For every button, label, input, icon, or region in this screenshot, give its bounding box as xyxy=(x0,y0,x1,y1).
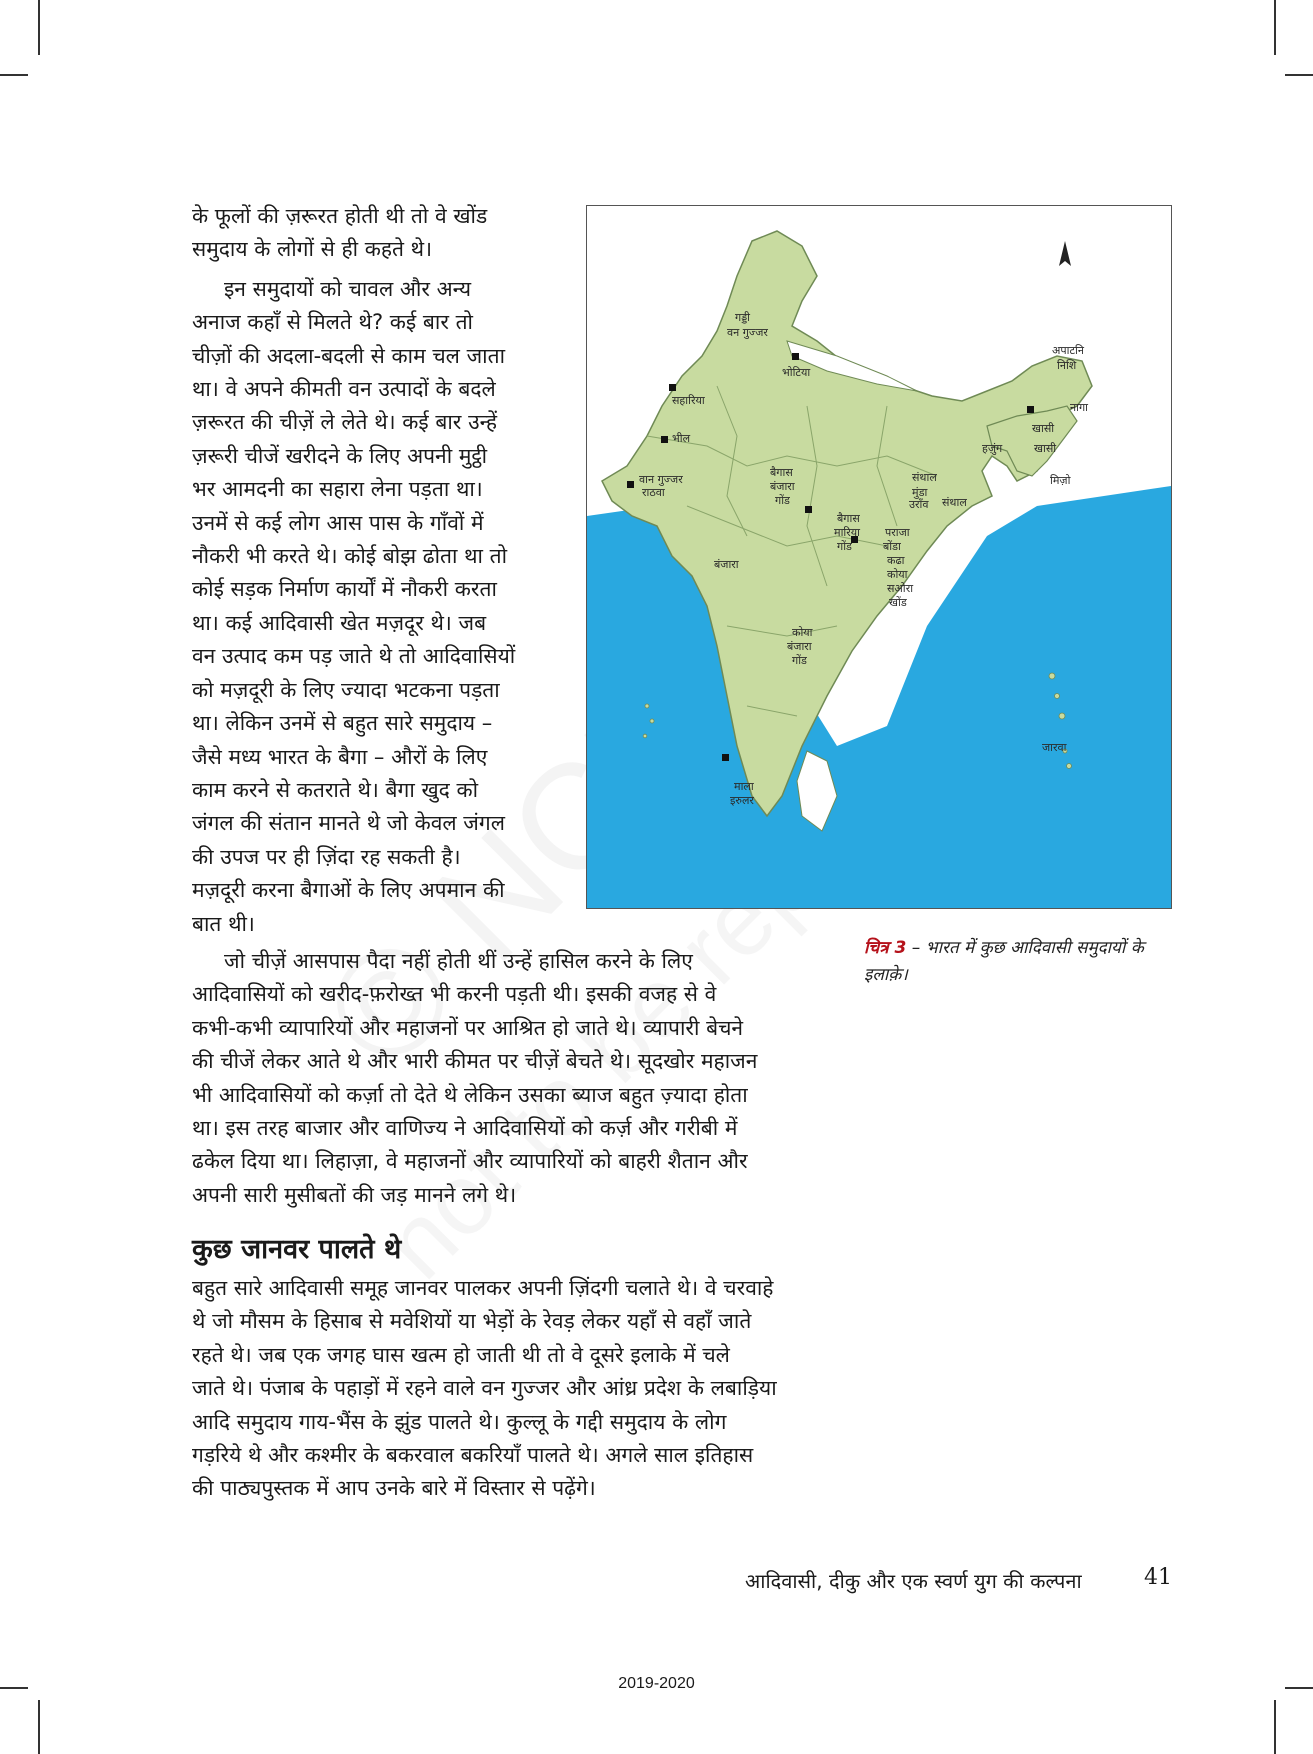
crop-mark xyxy=(38,0,40,55)
crop-mark xyxy=(1285,74,1313,76)
text-line: की चीजें लेकर आते थे और भारी कीमत पर चीज़ें बेचते थे। सूदखोर महाजन xyxy=(192,1049,758,1074)
map-label: माला xyxy=(734,780,754,793)
map-label: राठवा xyxy=(642,486,665,499)
text-line: जो चीज़ें आसपास पैदा नहीं होती थीं उन्हें हासिल करने के लिए xyxy=(224,949,693,973)
text-line: बहुत सारे आदिवासी समूह जानवर पालकर अपनी ज़िंदगी चलाते थे। वे चरवाहे xyxy=(192,1276,774,1300)
text-line: की उपज पर ही ज़िंदा रह सकती है। xyxy=(192,844,461,869)
text-line: वन उत्पाद कम पड़ जाते थे तो आदिवासियों xyxy=(192,644,516,669)
text-line: इन समुदायों को चावल और अन्य xyxy=(224,276,472,301)
map-label: भील xyxy=(672,432,691,445)
text-line: था। वे अपने कीमती वन उत्पादों के बदले xyxy=(192,377,496,402)
india-map-svg xyxy=(587,206,1171,908)
text-line: भी आदिवासियों को कर्ज़ा तो देते थे लेकिन उसका ब्याज बहुत ज़्यादा होता xyxy=(192,1082,748,1107)
text-line: नौकरी भी करते थे। कोई बोझ ढोता था तो xyxy=(192,544,508,569)
text-line: जाते थे। पंजाब के पहाड़ों में रहने वाले वन गुज्जर और आंध्र प्रदेश के लबाड़िया xyxy=(192,1376,777,1401)
map-label: खोंड xyxy=(889,596,907,609)
text-line: भर आमदनी का सहारा लेना पड़ता था। xyxy=(192,477,483,502)
map-label: बंजारा xyxy=(770,480,795,493)
page-number: 41 xyxy=(1144,1565,1172,1590)
text-line: काम करने से कतराते थे। बैगा खुद को xyxy=(192,777,479,802)
text-line: कोई सड़क निर्माण कार्यों में नौकरी करता xyxy=(192,577,497,602)
text-line: ढकेल दिया था। लिहाज़ा, वे महाजनों और व्यापारियों को बाहरी शैतान और xyxy=(192,1149,748,1174)
text-line: अनाज कहाँ से मिलते थे? कई बार तो xyxy=(192,310,473,335)
edition-year: 2019-2020 xyxy=(618,1675,695,1692)
section-heading: कुछ जानवर पालते थे xyxy=(192,1234,402,1265)
map-label: कोया xyxy=(887,568,908,581)
crop-mark xyxy=(1274,0,1276,55)
text-line: बात थी। xyxy=(192,911,255,936)
map-label: गोंड xyxy=(837,540,852,553)
map-label: हज़ुंग xyxy=(982,442,1003,455)
text-line: गड़रिये थे और कश्मीर के बकरवाल बकरियाँ पालते थे। अगले साल इतिहास xyxy=(192,1443,754,1468)
map-label: बोंडा xyxy=(883,540,901,553)
map-label: संथाल xyxy=(912,471,937,484)
text-line: समुदाय के लोगों से ही कहते थे। xyxy=(192,237,433,262)
map-label: खासी xyxy=(1034,442,1057,455)
text-line: को मज़दूरी के लिए ज्यादा भटकना पड़ता xyxy=(192,677,500,702)
map-label: भोटिया xyxy=(782,366,811,379)
text-line: के फूलों की ज़रूरत होती थी तो वे खोंड xyxy=(192,204,488,228)
text-line: मज़दूरी करना बैगाओं के लिए अपमान की xyxy=(192,878,505,903)
figure-caption xyxy=(864,935,1144,989)
map-label: अपाटनि xyxy=(1052,344,1084,357)
crop-mark xyxy=(38,1700,40,1754)
map-label: उराँव xyxy=(909,498,929,511)
map-label: निशि xyxy=(1057,359,1077,372)
map-label: बैगास xyxy=(837,512,860,525)
left-column-text xyxy=(192,200,548,941)
text-line: कभी-कभी व्यापारियों और महाजनों पर आश्रित हो जाते थे। व्यापारी बेचने xyxy=(192,1015,744,1040)
running-footer-title: आदिवासी, दीकु और एक स्वर्ण युग की कल्पना xyxy=(745,1569,1082,1593)
figure-label: चित्र 3 xyxy=(864,938,907,958)
map-label: पराजा xyxy=(885,526,910,539)
map-label: बैगास xyxy=(770,466,793,479)
section-paragraph xyxy=(192,1272,826,1506)
text-line: था। लेकिन उनमें से बहुत सारे समुदाय – xyxy=(192,711,493,736)
map-label: सओरा xyxy=(887,582,914,595)
text-line: आदि समुदाय गाय-भैंस के झुंड पालते थे। कुल्लू के गद्दी समुदाय के लोग xyxy=(192,1409,727,1434)
text-line: जैसे मध्य भारत के बैगा – औरों के लिए xyxy=(192,744,488,769)
text-line: जंगल की संतान मानते थे जो केवल जंगल xyxy=(192,811,505,836)
map-label: वन गुज्जर xyxy=(727,326,768,339)
tribal-regions-map xyxy=(586,205,1172,909)
text-line: रहते थे। जब एक जगह घास खत्म हो जाती थी तो वे दूसरे इलाके में चले xyxy=(192,1342,730,1367)
map-label: गोंड xyxy=(792,654,807,667)
map-label: गोंड xyxy=(775,494,790,507)
map-label: मुंडा xyxy=(912,486,928,499)
map-label: इरुलर xyxy=(730,794,754,807)
map-label: कढा xyxy=(887,554,905,567)
text-line: अपनी सारी मुसीबतों की जड़ मानने लगे थे। xyxy=(192,1182,517,1207)
map-label: सहारिया xyxy=(672,394,705,407)
text-line: ज़रूरत की चीज़ें ले लेते थे। कई बार उन्हें xyxy=(192,410,498,435)
crop-mark xyxy=(1274,1700,1276,1754)
text-line: की पाठ्यपुस्तक में आप उनके बारे में विस्तार से पढ़ेंगे। xyxy=(192,1476,596,1501)
map-label: जारवा xyxy=(1042,741,1067,754)
crop-mark xyxy=(0,74,28,76)
map-label: गड्डी xyxy=(735,311,751,324)
text-line: आदिवासियों को खरीद-फ़रोख्त भी करनी पड़ती थी। इसकी वजह से वे xyxy=(192,982,717,1007)
map-label: बंजारा xyxy=(714,558,739,571)
map-label: खासी xyxy=(1032,422,1055,435)
text-line: था। इस तरह बाजार और वाणिज्य ने आदिवासियों को कर्ज़ और गरीबी में xyxy=(192,1116,738,1141)
text-line: था। कई आदिवासी खेत मज़दूर थे। जब xyxy=(192,610,487,635)
text-line: ज़रूरी चीजें खरीदने के लिए अपनी मुट्ठी xyxy=(192,443,488,468)
text-line: थे जो मौसम के हिसाब से मवेशियों या भेड़ों के रेवड़ लेकर यहाँ से वहाँ जाते xyxy=(192,1309,752,1334)
map-label: वान गुज्जर xyxy=(639,473,683,486)
map-label: मारिया xyxy=(834,526,861,539)
text-line: उनमें से कई लोग आस पास के गाँवों में xyxy=(192,510,484,535)
map-label: मिज़ो xyxy=(1050,474,1071,487)
map-label: नागा xyxy=(1070,401,1088,414)
map-label: संथाल xyxy=(942,496,967,509)
text-line: चीज़ों की अदला-बदली से काम चल जाता xyxy=(192,343,506,368)
figure-caption-text: – भारत में कुछ आदिवासी समुदायों के इलाक़े। xyxy=(864,938,1144,985)
map-label: बंजारा xyxy=(787,640,812,653)
middle-paragraph xyxy=(192,945,826,1212)
map-label: कोया xyxy=(792,626,813,639)
